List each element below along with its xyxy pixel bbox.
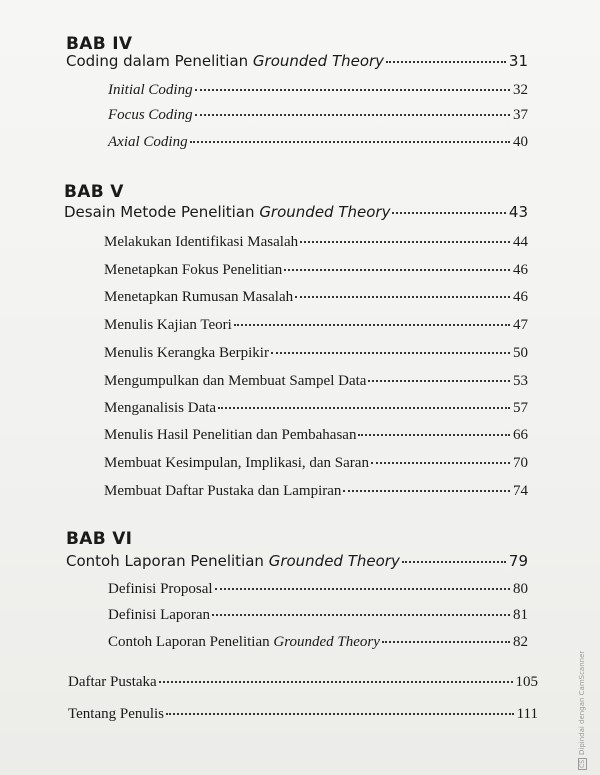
page-number: 74	[513, 483, 528, 499]
leader-dots	[195, 89, 510, 91]
toc-entry[interactable]	[104, 455, 528, 472]
leader-dots	[215, 588, 510, 590]
page-number: 80	[513, 581, 528, 597]
page-number: 44	[513, 234, 528, 250]
toc-entry[interactable]	[108, 607, 528, 624]
camscanner-logo-icon: CS	[579, 760, 586, 768]
entry-title: Definisi Laporan	[108, 607, 211, 623]
chapter-title-italic: Grounded Theory	[252, 52, 385, 70]
page-number: 31	[508, 52, 528, 70]
chapter-title: Contoh Laporan Penelitian	[66, 552, 269, 570]
page-number: 47	[513, 317, 528, 333]
leader-dots	[295, 296, 510, 298]
page-number: 82	[513, 634, 528, 650]
page-number: 81	[513, 607, 528, 623]
page-number: 53	[513, 373, 528, 389]
entry-title: Focus Coding	[108, 107, 193, 123]
leader-dots	[284, 269, 510, 271]
leader-dots	[358, 434, 510, 436]
scanner-watermark	[578, 640, 587, 770]
toc-entry-tentang-penulis[interactable]	[68, 706, 538, 723]
page-number: 105	[515, 674, 538, 690]
bab-vi-chapter-row[interactable]	[66, 552, 528, 570]
chapter-title: Coding dalam Penelitian	[66, 52, 253, 70]
entry-title: Membuat Kesimpulan, Implikasi, dan Saran	[104, 455, 369, 471]
toc-entry[interactable]	[108, 82, 528, 99]
bab-v-chapter-row[interactable]	[64, 203, 528, 221]
leader-dots	[159, 681, 513, 683]
entry-title: Tentang Penulis	[68, 706, 165, 722]
leader-dots	[371, 462, 510, 464]
page-number: 79	[508, 552, 528, 570]
bab-v-heading: BAB V	[64, 182, 124, 202]
page-number: 32	[513, 82, 528, 98]
entry-title: Menulis Kerangka Berpikir	[104, 345, 269, 361]
toc-entry[interactable]	[104, 427, 528, 444]
toc-entry[interactable]	[104, 400, 528, 417]
entry-title: Menetapkan Rumusan Masalah	[104, 289, 294, 305]
leader-dots	[300, 241, 510, 243]
leader-dots	[343, 490, 510, 492]
bab-iv-heading: BAB IV	[66, 34, 133, 54]
toc-entry[interactable]	[108, 581, 528, 598]
toc-entry[interactable]	[104, 483, 528, 500]
toc-entry-daftar-pustaka[interactable]	[68, 674, 538, 691]
entry-title: Axial Coding	[108, 134, 188, 150]
page-number: 66	[513, 427, 528, 443]
leader-dots	[386, 61, 506, 63]
entry-title: Menulis Hasil Penelitian dan Pembahasan	[104, 427, 357, 443]
toc-entry[interactable]	[104, 373, 528, 390]
entry-title: Definisi Proposal	[108, 581, 213, 597]
toc-entry[interactable]	[108, 134, 528, 151]
toc-entry[interactable]	[108, 634, 528, 651]
leader-dots	[195, 114, 510, 116]
leader-dots	[392, 212, 505, 214]
entry-title: Menulis Kajian Teori	[104, 317, 232, 333]
page-number: 70	[513, 455, 528, 471]
entry-title-italic: Grounded Theory	[273, 634, 380, 650]
bab-vi-heading: BAB VI	[66, 529, 133, 549]
leader-dots	[402, 561, 506, 563]
page-number: 57	[513, 400, 528, 416]
toc-entry[interactable]	[104, 345, 528, 362]
entry-title: Initial Coding	[108, 82, 193, 98]
leader-dots	[218, 407, 510, 409]
leader-dots	[166, 713, 514, 715]
page-number: 40	[513, 134, 528, 150]
entry-title: Daftar Pustaka	[68, 674, 157, 690]
page-number: 46	[513, 289, 528, 305]
leader-dots	[368, 380, 510, 382]
leader-dots	[190, 141, 510, 143]
watermark-text: Dipindai dengan CamScanner	[578, 650, 586, 755]
entry-title: Menetapkan Fokus Penelitian	[104, 262, 283, 278]
toc-entry[interactable]	[104, 262, 528, 279]
page-number: 43	[508, 203, 528, 221]
toc-entry[interactable]	[104, 317, 528, 334]
entry-title: Melakukan Identifikasi Masalah	[104, 234, 299, 250]
toc-entry[interactable]	[104, 289, 528, 306]
bab-iv-chapter-row[interactable]	[66, 52, 528, 70]
leader-dots	[212, 614, 510, 616]
leader-dots	[234, 324, 510, 326]
entry-title: Mengumpulkan dan Membuat Sampel Data	[104, 373, 367, 389]
leader-dots	[271, 352, 510, 354]
chapter-title: Desain Metode Penelitian	[64, 203, 260, 221]
toc-entry[interactable]	[108, 107, 528, 124]
entry-title: Membuat Daftar Pustaka dan Lampiran	[104, 483, 342, 499]
chapter-title-italic: Grounded Theory	[259, 203, 391, 221]
page-number: 46	[513, 262, 528, 278]
leader-dots	[382, 641, 510, 643]
page-number: 37	[513, 107, 528, 123]
chapter-title-italic: Grounded Theory	[268, 552, 400, 570]
entry-title: Contoh Laporan Penelitian	[108, 634, 274, 650]
page-number: 50	[513, 345, 528, 361]
entry-title: Menganalisis Data	[104, 400, 217, 416]
toc-entry[interactable]	[104, 234, 528, 251]
page-number: 111	[516, 706, 538, 722]
